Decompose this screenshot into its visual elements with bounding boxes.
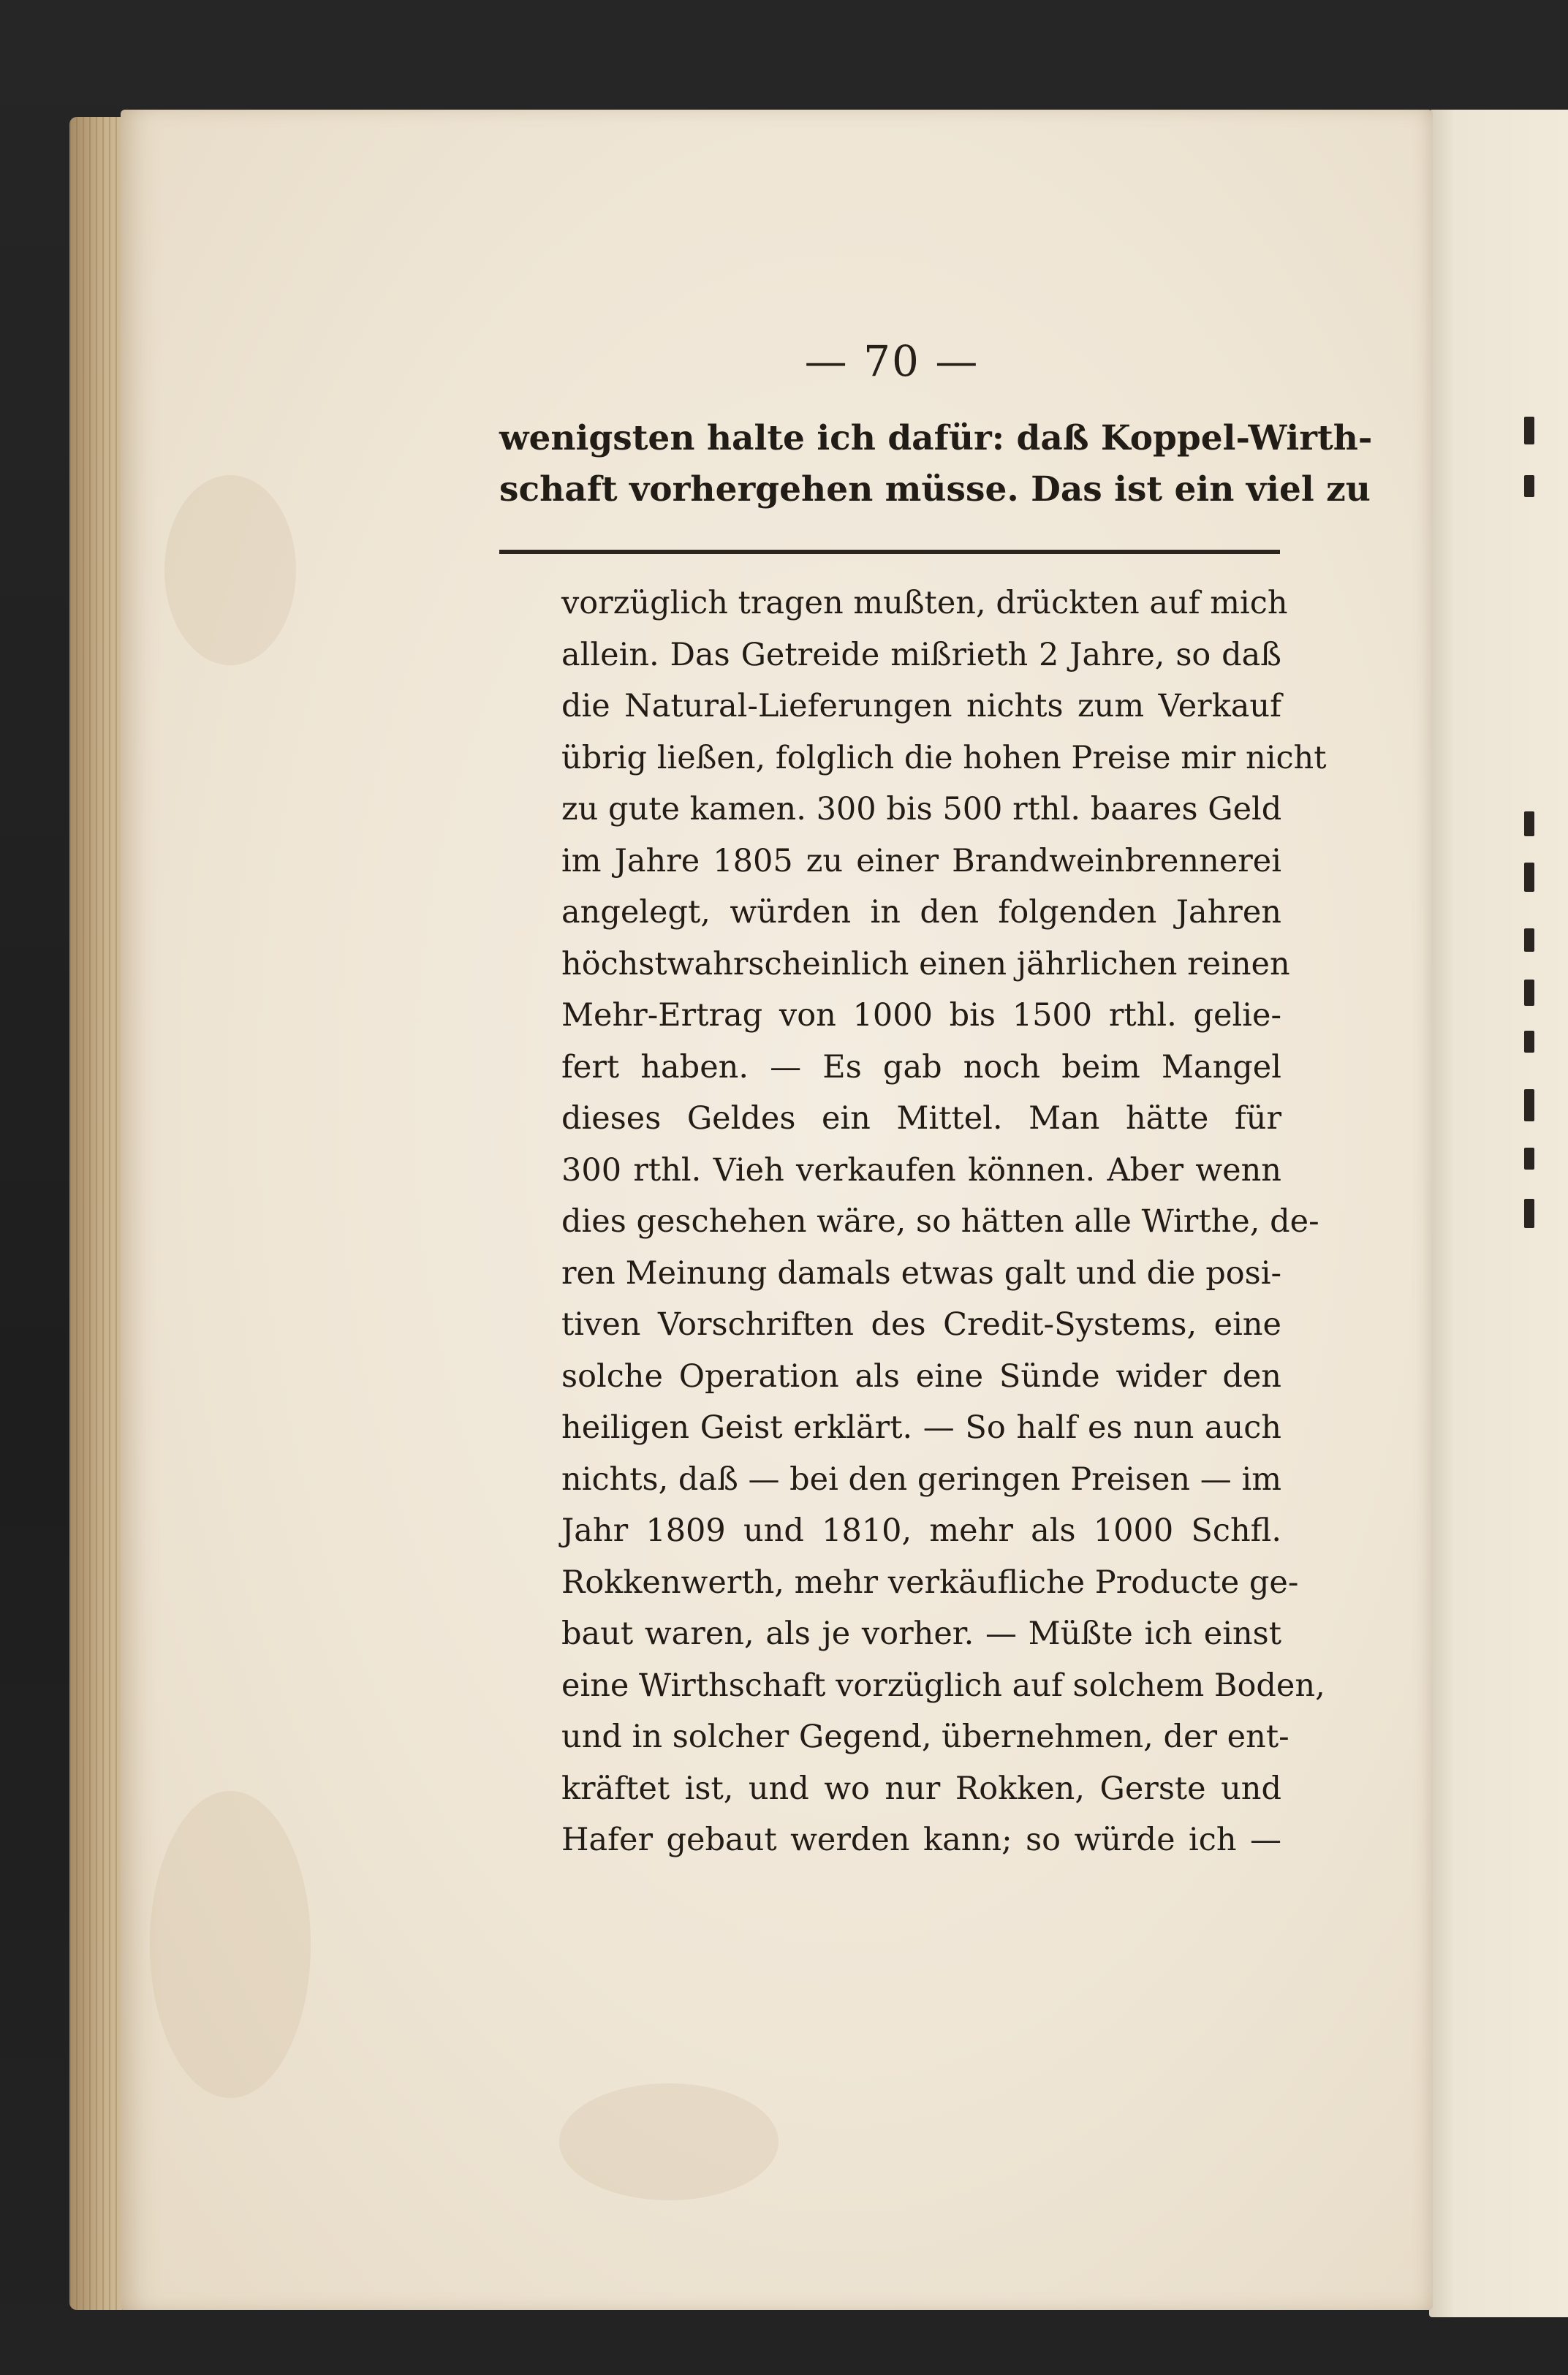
text-line: höchstwahrscheinlich einen jährlichen reinen <box>561 945 1290 982</box>
text-line: die Natural-Lieferungen nichts zum Verkauf <box>561 688 1281 724</box>
text-line: tiven Vorschriften des Credit-Systems, eine <box>561 1306 1281 1343</box>
text-line: heiligen Geist erklärt. — So half es nun auch <box>561 1409 1281 1446</box>
footnote-divider <box>499 550 1280 554</box>
text-line: im Jahre 1805 zu einer Brandweinbrennerei <box>561 842 1281 879</box>
text-line: Mehr-Ertrag von 1000 bis 1500 rthl. gelie- <box>561 997 1281 1034</box>
text-line: Rokkenwerth, mehr verkäufliche Producte ge- <box>561 1564 1299 1601</box>
text-line: Jahr 1809 und 1810, mehr als 1000 Schfl. <box>561 1512 1281 1549</box>
text-line: nichts, daß — bei den geringen Preisen — im <box>561 1461 1281 1498</box>
text-line: 300 rthl. Vieh verkaufen können. Aber wenn <box>561 1151 1281 1189</box>
text-line: angelegt, würden in den folgenden Jahren <box>561 894 1281 931</box>
text-line: vorzüglich tragen mußten, drückten auf mich <box>561 585 1288 621</box>
stain <box>164 475 296 665</box>
text-line: fert haben. — Es gab noch beim Mangel <box>561 1048 1281 1086</box>
text-line: schaft vorhergehen müsse. Das ist ein viel zu <box>499 469 1371 510</box>
text-line: solche Operation als eine Sünde wider den <box>561 1357 1281 1395</box>
text-line: Hafer gebaut werden kann; so würde ich — <box>561 1822 1281 1858</box>
text-line: eine Wirthschaft vorzüglich auf solchem Boden, <box>561 1667 1325 1704</box>
text-line: baut waren, als je vorher. — Müßte ich einst <box>561 1615 1281 1652</box>
text-line: übrig ließen, folglich die hohen Preise mir nicht <box>561 739 1327 776</box>
text-line: ren Meinung damals etwas galt und die posi- <box>561 1254 1281 1292</box>
text-line: kräftet ist, und wo nur Rokken, Gerste und <box>561 1770 1281 1807</box>
continued-text <box>499 413 1373 515</box>
text-line: wenigsten halte ich dafür: daß Koppel-Wirth- <box>499 418 1373 458</box>
text-line: dieses Geldes ein Mittel. Man hätte für <box>561 1100 1281 1137</box>
footnote-text <box>561 577 1327 1866</box>
text-line: allein. Das Getreide mißrieth 2 Jahre, so daß <box>561 636 1281 673</box>
text-line: zu gute kamen. 300 bis 500 rthl. baares Geld <box>561 791 1282 827</box>
text-line: und in solcher Gegend, übernehmen, der ent- <box>561 1719 1289 1755</box>
next-page-edge <box>1429 110 1568 2317</box>
text-line: dies geschehen wäre, so hätten alle Wirthe, de- <box>561 1203 1319 1240</box>
page-number: — 70 — <box>804 336 980 386</box>
stain <box>150 1791 311 2098</box>
stain <box>559 2083 779 2200</box>
